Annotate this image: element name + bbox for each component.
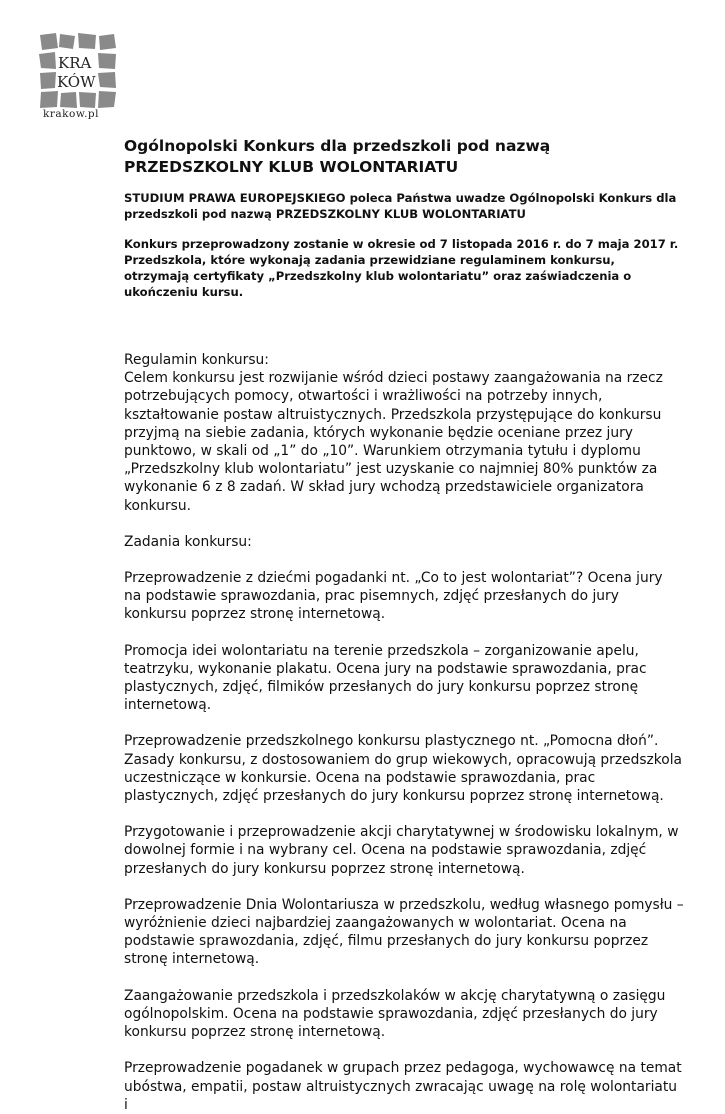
document-body — [124, 136, 684, 1114]
regulations-text: Celem konkursu jest rozwijanie wśród dzieci postawy zaangażowania na rzecz potrzebujących pomocy, otwartości i wrażliwości na potrzeby innych, kształtowanie postaw altruistycznych. Przedszkola przystępujące do konkursu przyjmą na siebie zadania, których wykonanie będzie oceniane przez jury punktowo, w skali od „1” do „10”. Warunkiem otrzymania tytułu i dyplomu „Przedszkolny klub wolontariatu” jest uzyskanie co najmniej 80% punktów za wykonanie 6 z 8 zadań. W skład jury wchodzą przedstawiciele organizatora konkursu. — [124, 370, 663, 514]
krakow-logo-mark — [38, 32, 122, 112]
task-item: Przeprowadzenie przedszkolnego konkursu plastycznego nt. „Pomocna dłoń”. Zasady konkursu, z dostosowaniem do grup wiekowych, opracowują przedszkola uczestniczące w konkursie. Ocena na podstawie sprawozdania, prac plastycznych, zdjęć przesłanych do jury konkursu poprzez stronę internetową. — [124, 733, 682, 805]
intro-paragraph-2: Konkurs przeprowadzony zostanie w okresie od 7 listopada 2016 r. do 7 maja 2017 r. Przedszkola, które wykonają zadania przewidziane regulaminem konkursu, otrzymają certyfikaty „Przedszkolny klub wolontariatu” oraz zaświadczenia o ukończeniu kursu. — [124, 237, 679, 299]
task-item: Przeprowadzenie pogadanek w grupach przez pedagoga, wychowawcę na temat ubóstwa, empatii, postaw altruistycznych zwracając uwagę na rolę wolontariatu i — [124, 1060, 682, 1113]
task-item: Promocja idei wolontariatu na terenie przedszkola – zorganizowanie apelu, teatrzyku, wykonanie plakatu. Ocena jury na podstawie sprawozdania, prac plastycznych, zdjęć, filmików przesłanych do jury konkursu poprzez stronę internetową. — [124, 642, 647, 714]
regulations-heading: Regulamin konkursu: — [124, 352, 269, 368]
tasks-heading: Zadania konkursu: — [124, 533, 252, 550]
title-line-2: PRZEDSZKOLNY KLUB WOLONTARIATU — [124, 158, 459, 176]
intro-paragraph-1: STUDIUM PRAWA EUROPEJSKIEGO poleca Państwa uwadze Ogólnopolski Konkurs dla przedszkoli pod nazwą PRZEDSZKOLNY KLUB WOLONTARIATU — [124, 191, 677, 221]
logo-caption: krakow.pl — [43, 108, 99, 120]
title-line-1: Ogólnopolski Konkurs dla przedszkoli pod nazwą — [124, 137, 551, 155]
task-item: Przeprowadzenie z dziećmi pogadanki nt. „Co to jest wolontariat”? Ocena jury na podstawie sprawozdania, prac pisemnych, zdjęć przesłanych do jury konkursu poprzez stronę internetową. — [124, 570, 663, 623]
task-item: Przygotowanie i przeprowadzenie akcji charytatywnej w środowisku lokalnym, w dowolnej formie i na wybrany cel. Ocena na podstawie sprawozdania, zdjęć przesłanych do jury konkursu poprzez stronę internetową. — [124, 824, 679, 877]
document-title — [124, 136, 684, 178]
task-item: Przeprowadzenie Dnia Wolontariusza w przedszkolu, według własnego pomysłu – wyróżnienie dzieci najbardziej zaangażowanych w wolontariat. Ocena na podstawie sprawozdania, zdjęć, filmu przesłanych do jury konkursu poprzez stronę internetową. — [124, 896, 684, 968]
task-item: Zaangażowanie przedszkola i przedszkolaków w akcję charytatywną o zasięgu ogólnopolskim. Ocena na podstawie sprawozdania, zdjęć przesłanych do jury konkursu poprzez stronę internetową. — [124, 987, 666, 1041]
logo-text-line2: KÓW — [57, 73, 96, 91]
logo-text-line1: KRA — [58, 54, 92, 72]
